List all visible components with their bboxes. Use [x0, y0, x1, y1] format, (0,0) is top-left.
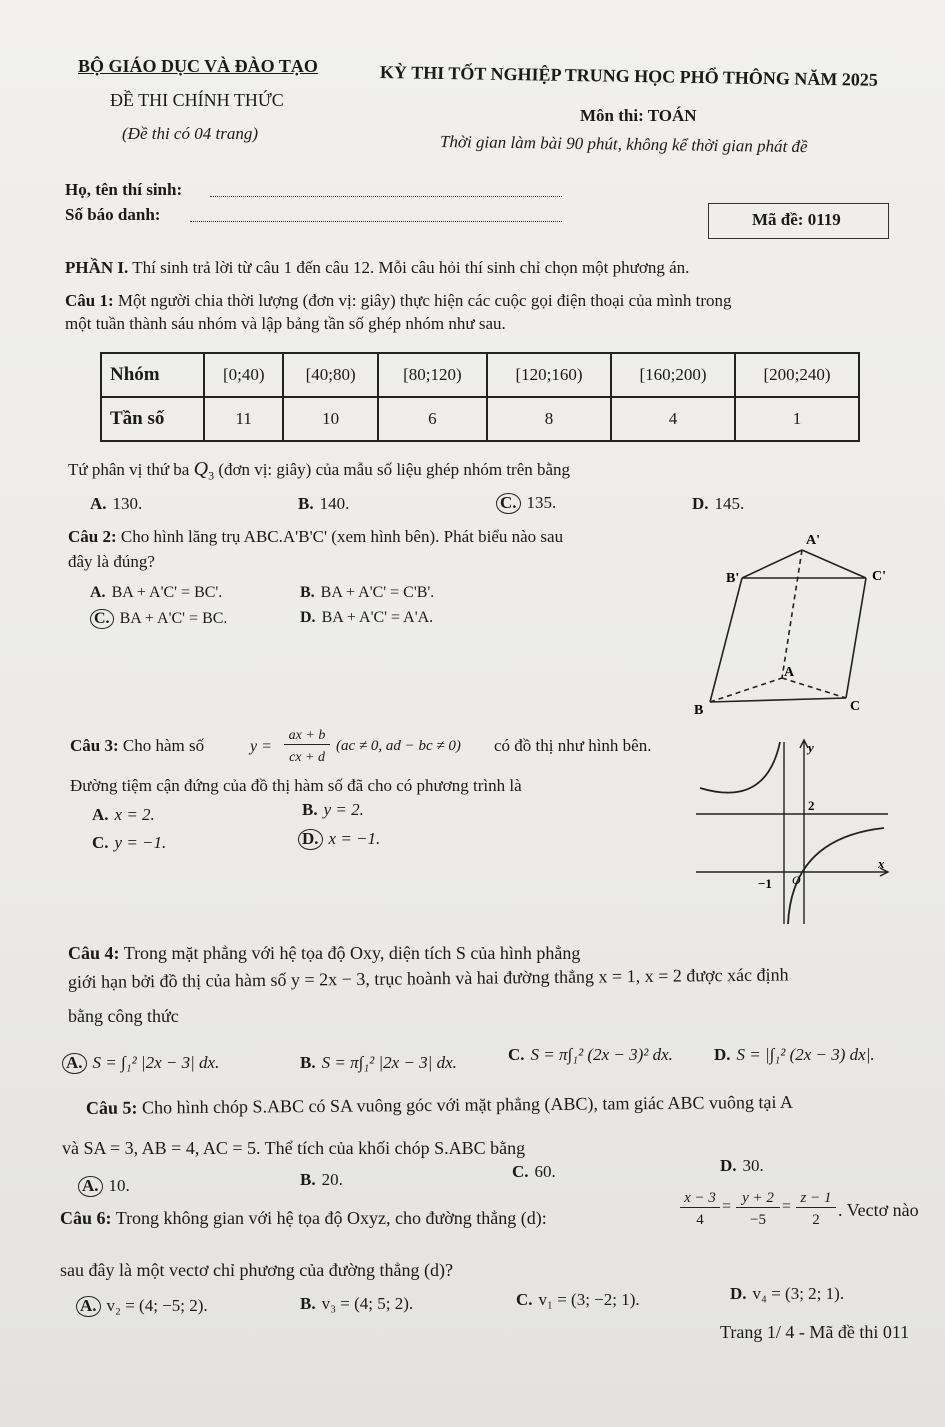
candidate-name-label: Họ, tên thí sinh:: [65, 180, 183, 199]
q4-option-b[interactable]: [300, 1053, 457, 1073]
q2-text2: đây là đúng?: [68, 552, 155, 571]
q6-fraction2-den: −5: [750, 1212, 766, 1228]
table-cell: 1: [735, 397, 859, 441]
q2-option-a[interactable]: [90, 584, 222, 602]
q1-label: Câu 1:: [65, 291, 114, 310]
q4-option-a[interactable]: [62, 1053, 219, 1074]
q3-label: Câu 3:: [70, 736, 119, 755]
exam-title: KỲ THI TỐT NGHIỆP TRUNG HỌC PHỔ THÔNG NĂM 2025: [379, 62, 879, 90]
part1-instructions: Thí sinh trả lời từ câu 1 đến câu 12. Mỗi câu hỏi thí sinh chỉ chọn một phương án.: [132, 258, 690, 277]
q1-option-b[interactable]: [298, 494, 349, 514]
q3-line1: [70, 736, 204, 756]
table-header-frequency: Tần số: [101, 397, 204, 441]
option-text: S = π∫₁² (2x − 3)² dx.: [530, 1045, 673, 1064]
option-label-circled: A.: [62, 1053, 87, 1074]
q1-text1: Một người chia thời lượng (đơn vị: giây) thực hiện các cuộc gọi điện thoại của mình trong: [117, 291, 732, 310]
q6-fraction2-num: y + 2: [736, 1190, 780, 1208]
q3-option-b[interactable]: [302, 800, 364, 820]
q5-option-d[interactable]: [720, 1156, 764, 1176]
page-footer: Trang 1/ 4 - Mã đề thi 011: [720, 1322, 910, 1342]
q4-line1: [68, 943, 580, 964]
table-cell: 10: [283, 397, 377, 441]
option-label: D.: [300, 609, 316, 626]
axis-label-x: x: [878, 856, 885, 871]
option-label: A.: [90, 494, 107, 513]
option-text: 140.: [319, 494, 350, 513]
q6-line1: [60, 1208, 547, 1229]
q4-option-c[interactable]: [508, 1045, 673, 1065]
q3-denominator: cx + d: [289, 750, 325, 765]
q4-text1: Trong mặt phẳng với hệ tọa độ Oxy, diện tích S của hình phẳng: [123, 943, 581, 963]
option-label-circled: C.: [496, 493, 521, 514]
q3-option-d[interactable]: [298, 829, 380, 850]
q2-line1: [68, 527, 563, 547]
option-text: 130.: [112, 494, 143, 513]
candidate-name-field: [210, 196, 562, 197]
part1-heading: [65, 258, 689, 278]
option-text: v₂ = (4; −5; 2).: [106, 1296, 208, 1315]
candidate-id-label: Số báo danh:: [65, 205, 161, 224]
option-text: 60.: [534, 1162, 556, 1181]
option-text: 135.: [526, 493, 557, 512]
option-label: D.: [720, 1156, 737, 1175]
q5-text1: Cho hình chóp S.ABC có SA vuông góc với mặt phẳng (ABC), tam giác ABC vuông tại A: [141, 1091, 794, 1118]
tick-label-2: 2: [808, 798, 815, 813]
q6-label: Câu 6:: [60, 1208, 112, 1228]
option-text: S = π∫₁² |2x − 3| dx.: [321, 1053, 457, 1072]
q6-text1: Trong không gian với hệ tọa độ Oxyz, cho đường thẳng (d):: [115, 1208, 547, 1228]
option-text: x = 2.: [114, 805, 155, 824]
exam-time: Thời gian làm bài 90 phút, không kể thời gian phát đề: [439, 132, 808, 157]
q6-fraction3-num: z − 1: [796, 1190, 836, 1208]
q3-numerator: ax + b: [284, 728, 330, 745]
table-cell: 4: [611, 397, 735, 441]
equals-sign: =: [782, 1198, 792, 1215]
origin-label: O: [792, 873, 801, 887]
table-cell: [160;200): [611, 353, 735, 397]
part1-title: PHẦN I.: [65, 258, 129, 277]
option-label: C.: [508, 1045, 525, 1064]
frequency-table: [100, 352, 860, 442]
option-text: S = |∫₁² (2x − 3) dx|.: [736, 1045, 875, 1064]
vertex-label-b: B: [694, 703, 704, 718]
q4-text2: giới hạn bởi đồ thị của hàm số y = 2x − 3, trục hoành và hai đường thẳng x = 1, x = 2 được xác định: [67, 964, 789, 992]
table-cell: [80;120): [378, 353, 487, 397]
option-label: A.: [92, 805, 109, 824]
hyperbola-graph: [696, 738, 892, 924]
q6-fraction1-num: x − 3: [680, 1190, 720, 1208]
table-cell: [200;240): [735, 353, 859, 397]
table-row: [101, 353, 859, 397]
option-label: C.: [92, 833, 109, 852]
q6-text2: sau đây là một vectơ chỉ phương của đường thẳng (d)?: [60, 1260, 453, 1280]
option-text: BA + A'C' = BC'.: [111, 584, 223, 601]
q3-option-c[interactable]: [92, 833, 166, 853]
q1-option-a[interactable]: [90, 494, 142, 514]
q1-text2: một tuần thành sáu nhóm và lập bảng tần số ghép nhóm như sau.: [65, 314, 506, 333]
q3-line2: Đường tiệm cận đứng của đồ thị hàm số đã cho có phương trình là: [70, 776, 522, 795]
option-label: B.: [300, 1294, 316, 1313]
ministry-title: BỘ GIÁO DỤC VÀ ĐÀO TẠO: [78, 56, 318, 76]
option-label: C.: [516, 1290, 533, 1309]
prism-figure: [690, 530, 900, 720]
vertex-label-c1: C': [872, 569, 886, 584]
option-text: x = −1.: [328, 829, 381, 848]
option-text: BA + A'C' = C'B'.: [320, 584, 435, 601]
q1-option-c[interactable]: [496, 493, 556, 514]
option-label: B.: [298, 494, 314, 513]
option-label: D.: [730, 1284, 747, 1303]
q6-option-b[interactable]: [300, 1294, 413, 1314]
option-text: v₄ = (3; 2; 1).: [752, 1284, 845, 1303]
option-text: v₃ = (4; 5; 2).: [321, 1294, 414, 1313]
table-cell: 6: [378, 397, 487, 441]
q1-question-b: (đơn vị: giây) của mẫu số liệu ghép nhóm trên bằng: [218, 460, 571, 479]
option-label-circled: A.: [76, 1296, 101, 1317]
q1-option-d[interactable]: [692, 494, 744, 514]
q4-option-d[interactable]: [714, 1045, 875, 1065]
option-label: B.: [300, 584, 315, 601]
table-header-group: Nhóm: [101, 353, 204, 397]
option-text: 30.: [742, 1156, 764, 1175]
subject: Môn thi: TOÁN: [580, 106, 697, 125]
option-label: B.: [300, 1053, 316, 1072]
equals-sign: =: [722, 1198, 732, 1215]
q5-text2: và SA = 3, AB = 4, AC = 5. Thể tích của khối chóp S.ABC bằng: [62, 1138, 526, 1158]
q5-option-b[interactable]: [300, 1170, 343, 1190]
table-cell: [120;160): [487, 353, 611, 397]
q3-func-lhs: y =: [250, 738, 272, 755]
q3-option-a[interactable]: [92, 805, 155, 825]
exam-code: Mã đề: 0119: [752, 210, 841, 229]
q2-option-c[interactable]: [90, 609, 227, 629]
option-text: 145.: [714, 494, 745, 513]
vertex-label-a1: A': [806, 533, 820, 548]
option-text: y = 2.: [323, 800, 364, 819]
q3-text-b: có đồ thị như hình bên.: [494, 736, 652, 755]
option-text: BA + A'C' = A'A.: [321, 609, 434, 626]
candidate-id-field: [190, 221, 562, 222]
q5-option-a[interactable]: [78, 1176, 130, 1197]
option-label: D.: [714, 1045, 731, 1064]
q6-fraction1-den: 4: [696, 1212, 704, 1228]
q6-option-d[interactable]: [730, 1284, 844, 1304]
q2-option-d[interactable]: [300, 609, 433, 627]
q6-fraction3-den: 2: [812, 1212, 820, 1228]
table-cell: [40;80): [283, 353, 377, 397]
option-label-circled: A.: [78, 1176, 103, 1197]
q3-text-a: Cho hàm số: [122, 736, 205, 755]
q1-question: [68, 458, 570, 483]
option-text: y = −1.: [114, 833, 167, 852]
official-exam-label: ĐỀ THI CHÍNH THỨC: [110, 90, 284, 110]
option-text: BA + A'C' = BC.: [119, 610, 228, 627]
q5-option-c[interactable]: [512, 1162, 556, 1182]
vertex-label-b1: B': [726, 571, 740, 586]
option-text: v₁ = (3; −2; 1).: [538, 1290, 640, 1309]
table-cell: 11: [204, 397, 283, 441]
vertex-label-c: C: [850, 699, 861, 714]
option-text: 10.: [108, 1176, 130, 1195]
q6-option-c[interactable]: [516, 1290, 640, 1310]
q2-option-b[interactable]: [300, 584, 434, 602]
q2-text1: Cho hình lăng trụ ABC.A'B'C' (xem hình bên). Phát biểu nào sau: [120, 527, 564, 546]
q1-question-a: Tứ phân vị thứ ba: [68, 460, 190, 479]
q6-option-a[interactable]: [76, 1296, 208, 1317]
option-text: 20.: [321, 1170, 343, 1189]
axis-label-y: y: [808, 740, 814, 755]
option-label: D.: [692, 494, 709, 513]
q5-label: Câu 5:: [85, 1097, 138, 1118]
option-label-circled: C.: [90, 609, 114, 629]
q2-label: Câu 2:: [68, 527, 117, 546]
pages-note: (Đề thi có 04 trang): [122, 124, 258, 143]
option-label-circled: D.: [298, 829, 323, 850]
q3-subscript: 3: [208, 468, 215, 483]
table-cell: [0;40): [204, 353, 283, 397]
option-label: B.: [300, 1170, 316, 1189]
q5-line1: [86, 1092, 793, 1119]
table-row: [101, 397, 859, 441]
option-label: B.: [302, 800, 318, 819]
tick-label-minus-1: −1: [758, 876, 772, 891]
option-label: C.: [512, 1162, 529, 1181]
vertex-label-a: A: [784, 665, 795, 680]
q6-text1b: . Vectơ nào: [838, 1200, 919, 1220]
option-label: A.: [90, 584, 106, 601]
option-text: S = ∫₁² |2x − 3| dx.: [92, 1053, 220, 1072]
table-cell: 8: [487, 397, 611, 441]
q3-condition: (ac ≠ 0, ad − bc ≠ 0): [336, 738, 461, 754]
q4-text3: bằng công thức: [68, 1006, 179, 1026]
q1-line1: [65, 291, 732, 311]
q4-label: Câu 4:: [68, 943, 120, 963]
q3-symbol: Q: [193, 458, 209, 480]
